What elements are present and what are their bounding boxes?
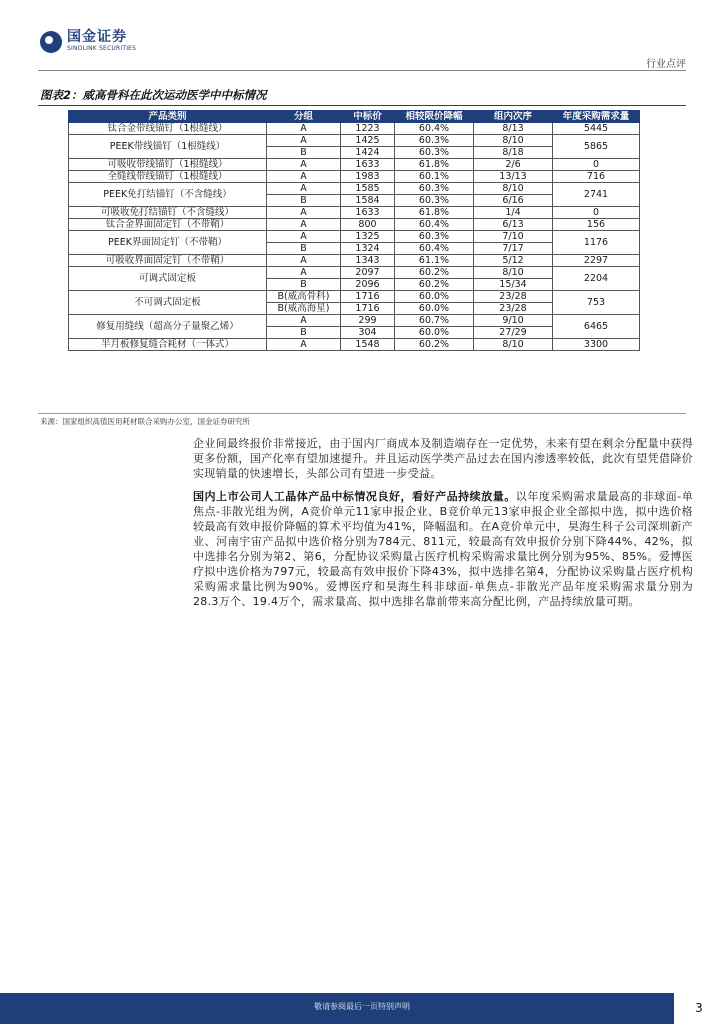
cell-rank: 9/10 — [474, 315, 553, 327]
table-row — [69, 123, 640, 135]
cell-rank: 1/4 — [474, 207, 553, 219]
cell-rank: 27/29 — [474, 327, 553, 339]
cell-rank: 13/13 — [474, 171, 553, 183]
cell-price: 1585 — [341, 183, 395, 195]
cell-category: 可吸收带线锚钉（1根缝线） — [69, 159, 267, 171]
cell-demand: 0 — [553, 207, 640, 219]
table-row — [69, 339, 640, 351]
cell-rank: 8/10 — [474, 339, 553, 351]
table-row — [69, 291, 640, 303]
cell-group: B(威高海星) — [267, 303, 341, 315]
cell-category: PEEK界面固定钉（不带鞘） — [69, 231, 267, 255]
col-header-category: 产品类别 — [69, 111, 267, 123]
cell-price: 1633 — [341, 159, 395, 171]
cell-category: PEEK免打结锚钉（不含缝线） — [69, 183, 267, 207]
cell-group: A — [267, 135, 341, 147]
cell-drop: 60.2% — [395, 267, 474, 279]
cell-demand: 716 — [553, 171, 640, 183]
cell-group: A — [267, 255, 341, 267]
cell-drop: 61.8% — [395, 207, 474, 219]
cell-category: 可调式固定板 — [69, 267, 267, 291]
cell-group: B — [267, 243, 341, 255]
cell-category: 全缝线带线锚钉（1根缝线） — [69, 171, 267, 183]
figure-title: 图表2：威高骨科在此次运动医学中中标情况 — [40, 88, 267, 102]
cell-price: 1324 — [341, 243, 395, 255]
cell-category: 半月板修复缝合耗材（一体式） — [69, 339, 267, 351]
cell-rank: 2/6 — [474, 159, 553, 171]
cell-price: 1633 — [341, 207, 395, 219]
cell-drop: 60.3% — [395, 183, 474, 195]
col-header-price: 中标价 — [341, 111, 395, 123]
cell-demand: 753 — [553, 291, 640, 315]
col-header-rank: 组内次序 — [474, 111, 553, 123]
cell-drop: 60.4% — [395, 219, 474, 231]
table-row — [69, 267, 640, 279]
cell-category: 修复用缝线（超高分子量聚乙烯） — [69, 315, 267, 339]
cell-rank: 8/10 — [474, 267, 553, 279]
cell-rank: 8/18 — [474, 147, 553, 159]
cell-drop: 60.0% — [395, 291, 474, 303]
footer-bar — [0, 993, 724, 1024]
cell-group: A — [267, 123, 341, 135]
table-row — [69, 183, 640, 195]
figure-rule — [38, 105, 686, 106]
cell-price: 304 — [341, 327, 395, 339]
cell-rank: 23/28 — [474, 303, 553, 315]
cell-price: 1223 — [341, 123, 395, 135]
cell-demand: 5445 — [553, 123, 640, 135]
cell-rank: 15/34 — [474, 279, 553, 291]
cell-drop: 60.4% — [395, 123, 474, 135]
cell-rank: 7/17 — [474, 243, 553, 255]
paragraph-2-body: 以年度采购需求量最高的非球面-单焦点-非散光组为例，A竞价单元11家申报企业、B竞价单元13家申报企业全部拟中选，拟中选价格较最高有效申报价降幅的算术平均值为41%，降幅温和。在A竞价单元中，昊海生科子公司深圳新产业、河南宇宙产品拟中选价格分别为784元、811元，较最高有效申报价分别下降44%、42%，拟中选排名分别为第2、第6，分配协议采购量占医疗机构采购需求量比例分别为95%、85%。爱博医疗拟中选价格为797元，较最高有效申报价下降43%，拟中选排名第4，分配协议采购量占医疗机构采购需求量比例为90%。爱博医疗和昊海生科非球面-单焦点-非散光产品年度采购需求量分别为28.3万个、19.4万个，需求量高、拟中选排名靠前带来高分配比例，产品持续放量可期。 — [193, 490, 693, 608]
cell-drop: 60.1% — [395, 171, 474, 183]
cell-drop: 60.2% — [395, 279, 474, 291]
cell-drop: 60.2% — [395, 339, 474, 351]
cell-demand: 2204 — [553, 267, 640, 291]
cell-demand: 156 — [553, 219, 640, 231]
cell-price: 800 — [341, 219, 395, 231]
cell-category: 不可调式固定板 — [69, 291, 267, 315]
cell-group: B(威高骨科) — [267, 291, 341, 303]
cell-price: 1983 — [341, 171, 395, 183]
source-rule — [38, 413, 686, 414]
cell-group: A — [267, 171, 341, 183]
cell-group: A — [267, 231, 341, 243]
cell-price: 1424 — [341, 147, 395, 159]
table-row — [69, 231, 640, 243]
cell-rank: 8/10 — [474, 183, 553, 195]
paragraph-1: 企业间最终报价非常接近，由于国内厂商成本及制造端存在一定优势，未来有望在剩余分配量中获得更多份额，国产化率有望加速提升。并且运动医学类产品过去在国内渗透率较低，此次有望凭借降价实现销量的快速增长，头部公司有望进一步受益。 — [193, 437, 693, 480]
cell-drop: 61.8% — [395, 159, 474, 171]
cell-group: A — [267, 339, 341, 351]
logo — [40, 30, 136, 53]
cell-drop: 60.3% — [395, 135, 474, 147]
table-row — [69, 159, 640, 171]
cell-price: 2097 — [341, 267, 395, 279]
cell-group: A — [267, 267, 341, 279]
cell-demand: 2741 — [553, 183, 640, 207]
cell-group: A — [267, 219, 341, 231]
cell-rank: 8/10 — [474, 135, 553, 147]
header-rule — [38, 70, 686, 71]
logo-cn: 国金证券 — [67, 29, 127, 45]
cell-price: 1716 — [341, 303, 395, 315]
cell-drop: 60.4% — [395, 243, 474, 255]
cell-demand: 3300 — [553, 339, 640, 351]
cell-category: 可吸收界面固定钉（不带鞘） — [69, 255, 267, 267]
cell-demand: 1176 — [553, 231, 640, 255]
cell-price: 1425 — [341, 135, 395, 147]
footer-note: 敬请参阅最后一页特别声明 — [314, 1002, 410, 1011]
cell-drop: 60.3% — [395, 147, 474, 159]
cell-category: 可吸收免打结锚钉（不含缝线） — [69, 207, 267, 219]
cell-price: 1716 — [341, 291, 395, 303]
logo-text — [67, 30, 136, 53]
cell-price: 299 — [341, 315, 395, 327]
cell-demand: 0 — [553, 159, 640, 171]
paragraph-2 — [193, 489, 693, 609]
cell-rank: 5/12 — [474, 255, 553, 267]
paragraph-2-lead: 国内上市公司人工晶体产品中标情况良好，看好产品持续放量。 — [193, 490, 516, 503]
cell-rank: 6/13 — [474, 219, 553, 231]
bid-table — [68, 110, 640, 351]
cell-demand: 2297 — [553, 255, 640, 267]
col-header-demand: 年度采购需求量 — [553, 111, 640, 123]
cell-category: 钛合金界面固定钉（不带鞘） — [69, 219, 267, 231]
table-header-row — [69, 111, 640, 123]
cell-group: A — [267, 183, 341, 195]
table-body — [69, 123, 640, 351]
cell-group: B — [267, 195, 341, 207]
table-row — [69, 255, 640, 267]
cell-price: 1548 — [341, 339, 395, 351]
doc-type: 行业点评 — [646, 59, 686, 70]
cell-drop: 61.1% — [395, 255, 474, 267]
col-header-group: 分组 — [267, 111, 341, 123]
source-note: 来源：国家组织高值医用耗材联合采购办公室，国金证券研究所 — [40, 417, 250, 426]
cell-category: 钛合金带线锚钉（1根缝线） — [69, 123, 267, 135]
cell-group: B — [267, 279, 341, 291]
cell-price: 2096 — [341, 279, 395, 291]
cell-group: A — [267, 315, 341, 327]
cell-group: B — [267, 327, 341, 339]
logo-mark-icon — [40, 31, 62, 53]
table-row — [69, 315, 640, 327]
page-number: 3 — [674, 993, 724, 1024]
cell-group: B — [267, 147, 341, 159]
table-row — [69, 171, 640, 183]
cell-drop: 60.0% — [395, 327, 474, 339]
cell-group: A — [267, 159, 341, 171]
table-row — [69, 219, 640, 231]
cell-demand: 6465 — [553, 315, 640, 339]
table-row — [69, 135, 640, 147]
cell-rank: 7/10 — [474, 231, 553, 243]
cell-group: A — [267, 207, 341, 219]
table-row — [69, 207, 640, 219]
cell-rank: 23/28 — [474, 291, 553, 303]
logo-en: SINOLINK SECURITIES — [67, 45, 137, 52]
cell-price: 1343 — [341, 255, 395, 267]
cell-price: 1325 — [341, 231, 395, 243]
cell-drop: 60.7% — [395, 315, 474, 327]
cell-price: 1584 — [341, 195, 395, 207]
col-header-drop: 相较限价降幅 — [395, 111, 474, 123]
cell-drop: 60.3% — [395, 231, 474, 243]
cell-drop: 60.0% — [395, 303, 474, 315]
cell-rank: 8/13 — [474, 123, 553, 135]
cell-demand: 5865 — [553, 135, 640, 159]
cell-category: PEEK带线锚钉（1根缝线） — [69, 135, 267, 159]
cell-rank: 6/16 — [474, 195, 553, 207]
cell-drop: 60.3% — [395, 195, 474, 207]
